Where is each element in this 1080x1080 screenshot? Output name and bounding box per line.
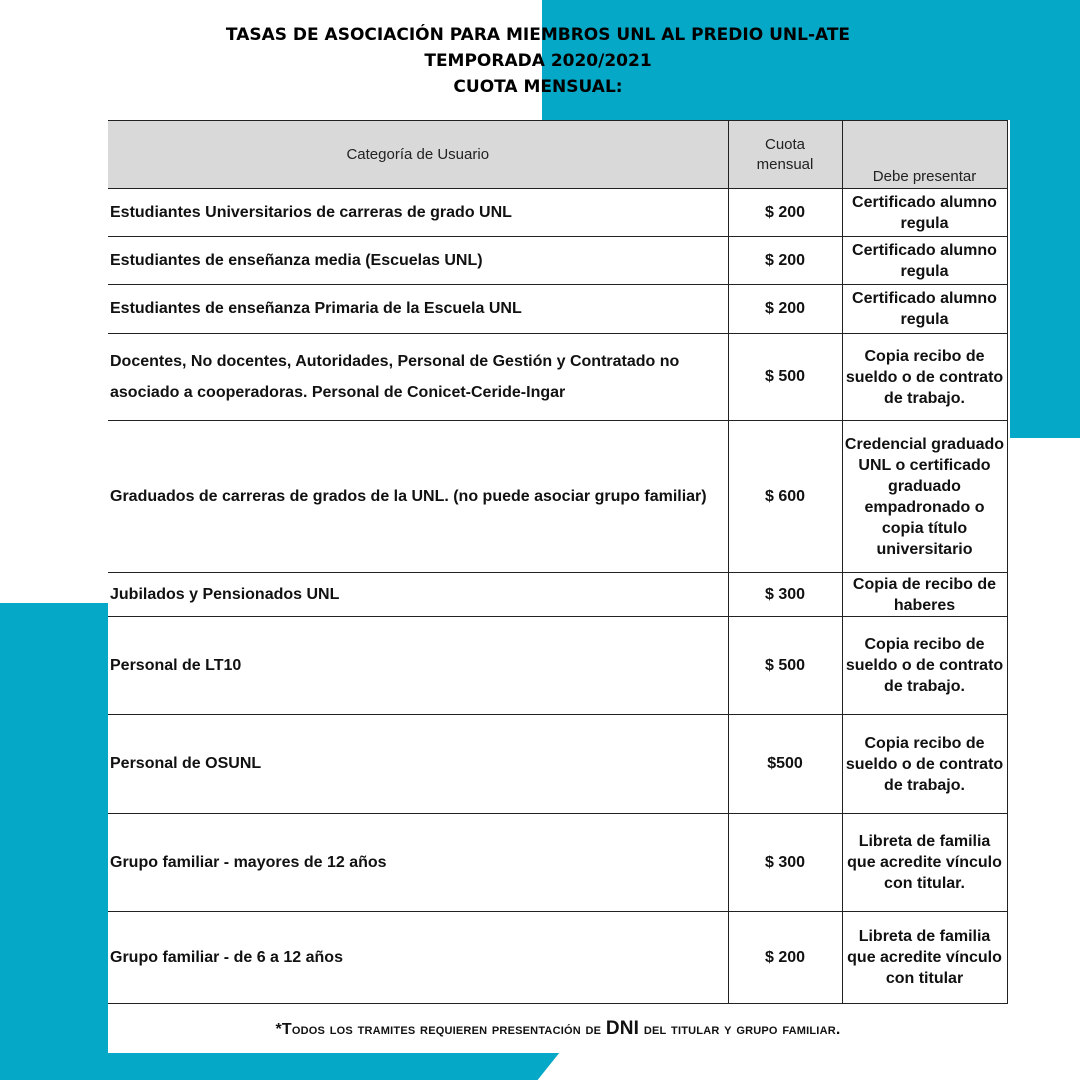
table-header-row xyxy=(108,121,1007,189)
row-category: Estudiantes Universitarios de carreras de grado UNL xyxy=(108,189,728,237)
table-row xyxy=(108,573,1007,617)
table-row xyxy=(108,421,1007,573)
row-category: Jubilados y Pensionados UNL xyxy=(108,573,728,617)
row-fee: $ 500 xyxy=(728,334,842,421)
decorative-background-block xyxy=(0,603,108,1080)
table-row xyxy=(108,334,1007,421)
column-header-requirement: Debe presentar xyxy=(842,121,1007,189)
row-fee: $ 200 xyxy=(728,285,842,334)
row-requirement: Credencial graduado UNL o certificado graduado empadronado o copia título universitario xyxy=(842,421,1007,573)
row-category: Grupo familiar - de 6 a 12 años xyxy=(108,912,728,1004)
footnote xyxy=(108,1018,1008,1040)
column-header-fee-line: mensual xyxy=(756,156,814,173)
table-row xyxy=(108,189,1007,237)
fee-table xyxy=(108,120,1008,1004)
row-category: Estudiantes de enseñanza media (Escuelas UNL) xyxy=(108,237,728,285)
table-row xyxy=(108,285,1007,334)
table-row xyxy=(108,715,1007,814)
row-category: Docentes, No docentes, Autoridades, Personal de Gestión y Contratado no asociado a cooperadoras. Personal de Conicet-Ceride-Ingar xyxy=(108,334,728,421)
subtitle-line: CUOTA MENSUAL: xyxy=(453,77,623,97)
row-category: Personal de LT10 xyxy=(108,617,728,715)
row-fee: $ 300 xyxy=(728,573,842,617)
table-row xyxy=(108,912,1007,1004)
decorative-background-strip xyxy=(0,1052,560,1080)
row-requirement: Certificado alumno regula xyxy=(842,189,1007,237)
table-row xyxy=(108,237,1007,285)
row-fee: $ 200 xyxy=(728,237,842,285)
footnote-emphasis: DNI xyxy=(605,1018,640,1039)
table-row xyxy=(108,617,1007,715)
row-requirement: Libreta de familia que acredite vínculo con titular xyxy=(842,912,1007,1004)
row-fee: $ 600 xyxy=(728,421,842,573)
row-fee: $ 300 xyxy=(728,814,842,912)
row-requirement: Copia de recibo de haberes xyxy=(842,573,1007,617)
row-requirement: Libreta de familia que acredite vínculo con titular. xyxy=(842,814,1007,912)
row-fee: $500 xyxy=(728,715,842,814)
row-requirement: Copia recibo de sueldo o de contrato de trabajo. xyxy=(842,715,1007,814)
column-header-fee xyxy=(728,121,842,189)
row-requirement: Copia recibo de sueldo o de contrato de trabajo. xyxy=(842,334,1007,421)
row-requirement: Certificado alumno regula xyxy=(842,285,1007,334)
row-requirement: Copia recibo de sueldo o de contrato de trabajo. xyxy=(842,617,1007,715)
row-category: Personal de OSUNL xyxy=(108,715,728,814)
page-title xyxy=(0,22,1076,100)
footnote-suffix: del titular y grupo familiar. xyxy=(639,1021,841,1038)
row-fee: $ 200 xyxy=(728,189,842,237)
title-line: TASAS DE ASOCIACIÓN PARA MIEMBROS UNL AL PREDIO UNL-ATE xyxy=(225,25,851,45)
table-row xyxy=(108,814,1007,912)
season-line: TEMPORADA 2020/2021 xyxy=(424,51,652,71)
row-category: Graduados de carreras de grados de la UNL. (no puede asociar grupo familiar) xyxy=(108,421,728,573)
column-header-fee-line: Cuota xyxy=(764,136,806,153)
row-fee: $ 500 xyxy=(728,617,842,715)
row-category: Grupo familiar - mayores de 12 años xyxy=(108,814,728,912)
row-fee: $ 200 xyxy=(728,912,842,1004)
row-requirement: Certificado alumno regula xyxy=(842,237,1007,285)
footnote-prefix: *Todos los tramites requieren presentación de xyxy=(275,1021,606,1038)
row-category: Estudiantes de enseñanza Primaria de la Escuela UNL xyxy=(108,285,728,334)
column-header-category: Categoría de Usuario xyxy=(108,121,728,189)
fee-document xyxy=(108,120,1010,1053)
